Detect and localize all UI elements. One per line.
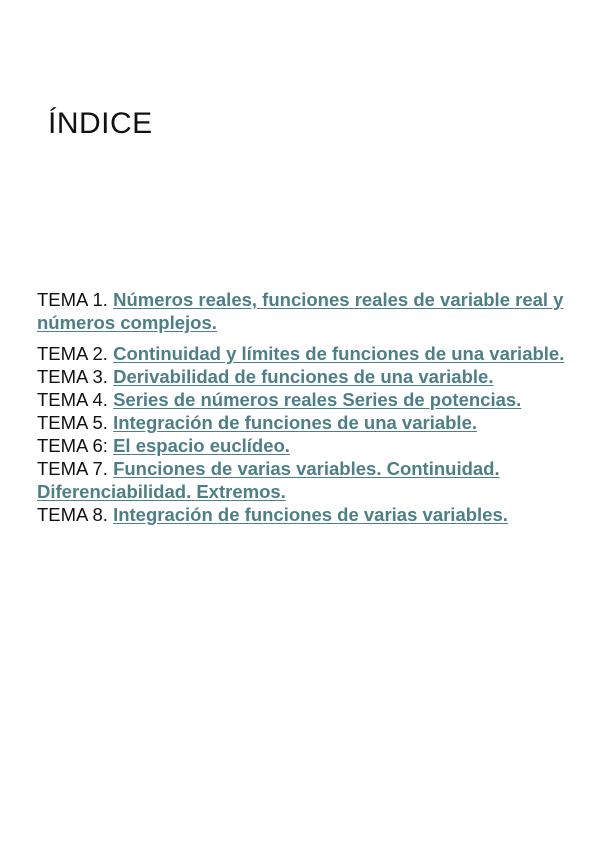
toc-item-tema-1 bbox=[37, 288, 587, 334]
toc-item-prefix: TEMA 3. bbox=[37, 366, 114, 387]
toc-item-tema-4 bbox=[37, 388, 587, 411]
toc-item-prefix: TEMA 2. bbox=[37, 343, 114, 364]
toc-item-tema-3 bbox=[37, 365, 587, 388]
toc-item-tema-8 bbox=[37, 503, 587, 526]
toc-item-prefix: TEMA 6: bbox=[37, 435, 114, 456]
toc-item-prefix: TEMA 8. bbox=[37, 504, 114, 525]
toc-item-tema-7 bbox=[37, 457, 587, 503]
toc-link-tema-6[interactable]: El espacio euclídeo. bbox=[113, 435, 290, 456]
page-title: ÍNDICE bbox=[48, 107, 153, 140]
toc-link-tema-7[interactable]: Funciones de varias variables. Continuidad. Diferenciabilidad. Extremos. bbox=[37, 458, 500, 502]
table-of-contents bbox=[37, 288, 587, 526]
toc-item-tema-5 bbox=[37, 411, 587, 434]
toc-link-tema-4[interactable]: Series de números reales Series de potencias. bbox=[113, 389, 522, 410]
toc-link-tema-3[interactable]: Derivabilidad de funciones de una variable. bbox=[113, 366, 494, 387]
toc-item-tema-6 bbox=[37, 434, 587, 457]
toc-link-tema-5[interactable]: Integración de funciones de una variable. bbox=[113, 412, 477, 433]
toc-item-prefix: TEMA 1. bbox=[37, 289, 114, 310]
toc-item-tema-2 bbox=[37, 342, 587, 365]
toc-link-tema-8[interactable]: Integración de funciones de varias variables. bbox=[113, 504, 508, 525]
toc-item-prefix: TEMA 5. bbox=[37, 412, 114, 433]
toc-link-tema-1[interactable]: Números reales, funciones reales de variable real y números complejos. bbox=[37, 289, 564, 333]
toc-item-prefix: TEMA 4. bbox=[37, 389, 114, 410]
toc-link-tema-2[interactable]: Continuidad y límites de funciones de una variable. bbox=[113, 343, 565, 364]
toc-item-prefix: TEMA 7. bbox=[37, 458, 114, 479]
